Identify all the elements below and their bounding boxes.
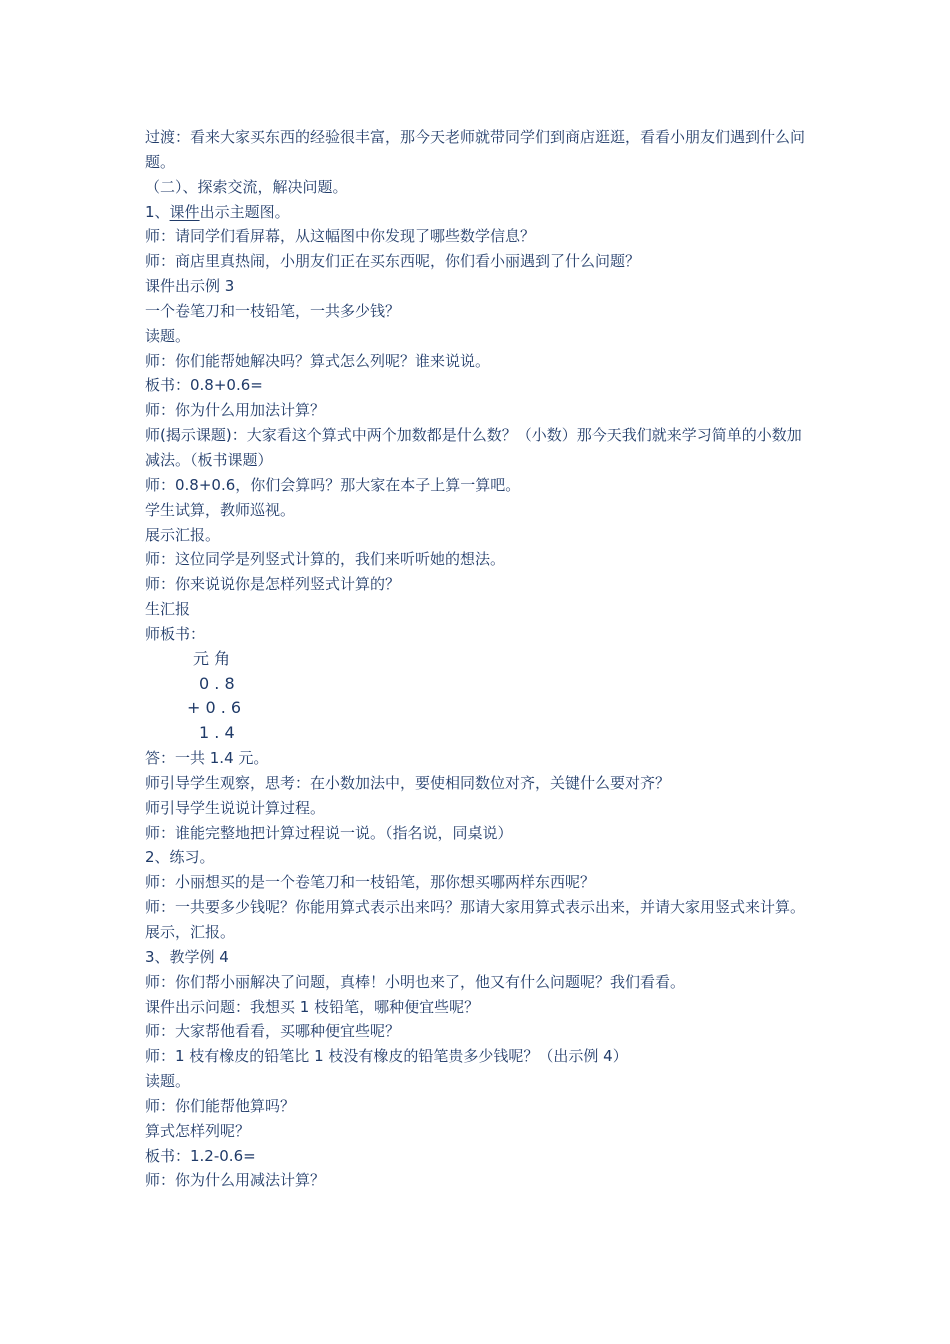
- paragraph: 师：谁能完整地把计算过程说一说。（指名说，同桌说）: [145, 823, 513, 842]
- paragraph: 师引导学生观察，思考：在小数加法中，要使相同数位对齐，关键什么要对齐？: [145, 773, 671, 792]
- paragraph: 读题。: [145, 1072, 191, 1091]
- paragraph-transition: 过渡：看来大家买东西的经验很丰富，那今天老师就带同学们到商店逛逛，看看小朋友们遇到什么问题。: [145, 128, 806, 171]
- paragraph: 板书：1.2-0.6=: [145, 1146, 256, 1165]
- paragraph: 展示汇报。: [145, 525, 221, 544]
- paragraph: 师：你们帮小丽解决了问题，真棒！小明也来了，他又有什么问题呢？我们看看。: [145, 972, 686, 991]
- paragraph: 师：商店里真热闹，小朋友们正在买东西呢，你们看小丽遇到了什么问题？: [145, 252, 641, 271]
- paragraph: 读题。: [145, 326, 191, 345]
- vertical-calc-header: 元 角: [193, 648, 231, 668]
- paragraph: 一个卷笔刀和一枝铅笔，一共多少钱？: [145, 301, 401, 320]
- courseware-link[interactable]: 课件: [169, 202, 200, 221]
- section-heading-explore: （二）、探索交流，解决问题。: [145, 177, 348, 196]
- vertical-calc-sum: 1 . 4: [199, 723, 235, 743]
- vertical-calc-addend-1: 0 . 8: [199, 673, 235, 693]
- paragraph: 师：大家帮他看看，买哪种便宜些呢？: [145, 1022, 401, 1041]
- paragraph: 师：小丽想买的是一个卷笔刀和一枝铅笔，那你想买哪两样东西呢？: [145, 873, 596, 892]
- vertical-calc-addend-2: + 0 . 6: [187, 698, 242, 718]
- step-text: 出示主题图。: [199, 202, 290, 221]
- paragraph: 答：一共 1.4 元。: [145, 749, 269, 768]
- document-body: [145, 125, 815, 1193]
- paragraph: 课件出示问题：我想买 1 枝铅笔，哪种便宜些呢？: [145, 997, 480, 1016]
- paragraph: 师：你为什么用减法计算？: [145, 1171, 326, 1190]
- paragraph: 师：这位同学是列竖式计算的，我们来听听她的想法。: [145, 550, 506, 569]
- step-number: 1、: [145, 202, 170, 221]
- paragraph: 师：一共要多少钱呢？你能用算式表示出来吗？那请大家用算式表示出来，并请大家用竖式来计算。: [145, 898, 806, 917]
- paragraph: 学生试算，教师巡视。: [145, 500, 296, 519]
- section-heading-example-4: 3、教学例 4: [145, 947, 229, 966]
- paragraph: 板书：0.8+0.6=: [145, 376, 263, 395]
- paragraph: 师板书：: [145, 624, 206, 643]
- paragraph: 算式怎样列呢？: [145, 1121, 251, 1140]
- paragraph: 生汇报: [145, 600, 191, 619]
- paragraph: 师引导学生说说计算过程。: [145, 798, 326, 817]
- paragraph: 课件出示例 3: [145, 277, 235, 296]
- paragraph: 师：你为什么用加法计算？: [145, 401, 326, 420]
- paragraph: 师：0.8+0.6，你们会算吗？那大家在本子上算一算吧。: [145, 475, 521, 494]
- paragraph: 师(揭示课题)：大家看这个算式中两个加数都是什么数？（小数）那今天我们就来学习简单的小数加减法。（板书课题）: [145, 426, 802, 469]
- section-heading-practice: 2、练习。: [145, 848, 215, 867]
- paragraph: 师：你们能帮她解决吗？算式怎么列呢？谁来说说。: [145, 351, 491, 370]
- paragraph: 师：你来说说你是怎样列竖式计算的？: [145, 575, 401, 594]
- paragraph: 展示，汇报。: [145, 923, 236, 941]
- paragraph: 师：请同学们看屏幕，从这幅图中你发现了哪些数学信息？: [145, 227, 536, 246]
- paragraph: 师：1 枝有橡皮的铅笔比 1 枝没有橡皮的铅笔贵多少钱呢？（出示例 4）: [145, 1047, 628, 1066]
- paragraph-step-1: [145, 200, 815, 225]
- paragraph: 师：你们能帮他算吗？: [145, 1096, 296, 1115]
